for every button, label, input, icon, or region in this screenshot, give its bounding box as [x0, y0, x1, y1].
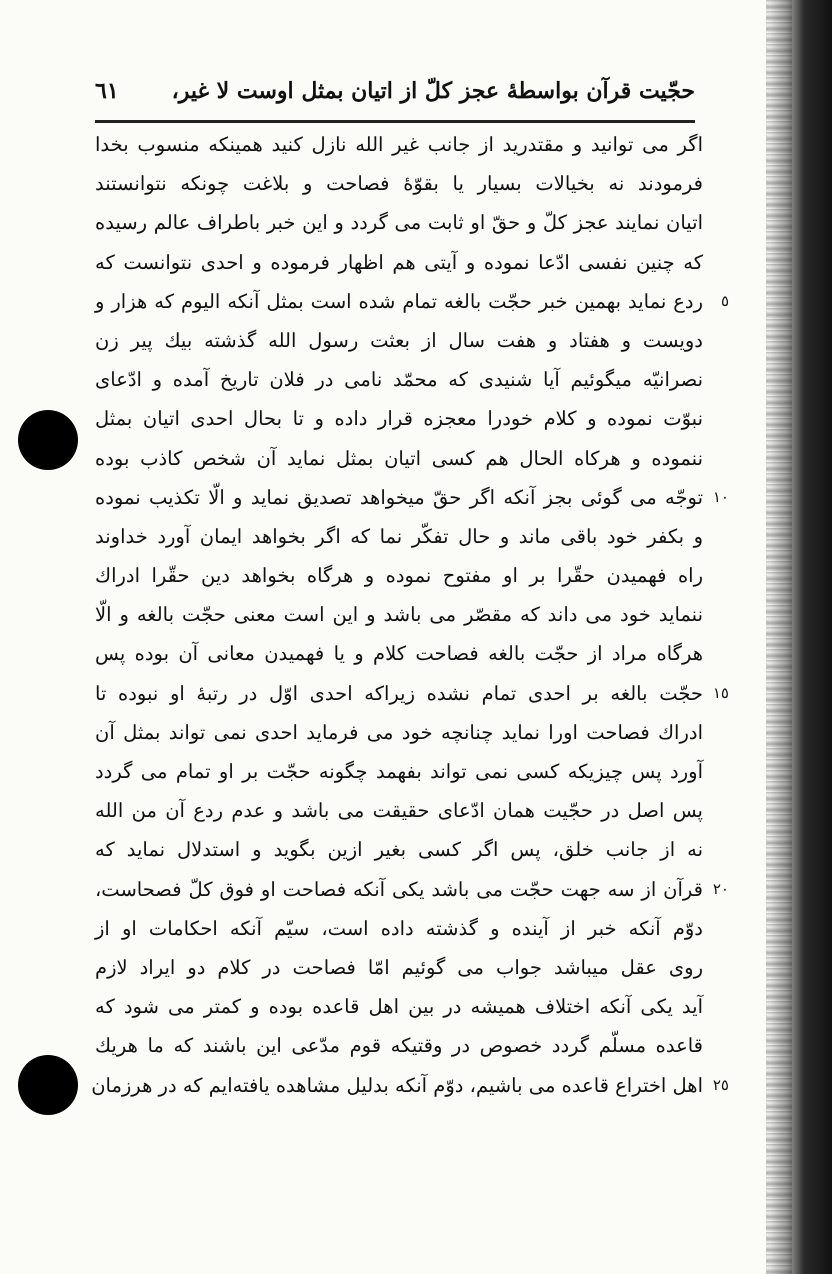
line-text: اهل اختراع قاعده می باشیم، دوّم آنکه بدلیل مشاهده یافته‌ایم که در هرزمان	[91, 1073, 703, 1097]
text-line	[95, 478, 729, 517]
text-line	[95, 791, 725, 830]
line-text: آورد پس چیزیکه کسی نمی تواند بفهمد چگونه حجّت بر او تمام می گردد	[95, 760, 703, 783]
text-line	[95, 909, 725, 948]
line-text: راه فهمیدن حقّرا بر او مفتوح نموده و هرگاه بخواهد دین حقّرا ادراك	[95, 564, 703, 588]
text-line	[95, 713, 725, 752]
line-text: که چنین نفسی ادّعا نموده و آیتی هم اظهار فرموده و احدی نتوانست که	[95, 250, 703, 274]
text-line	[95, 752, 725, 791]
text-line	[95, 203, 725, 242]
line-number: ٢٥	[712, 1075, 729, 1094]
line-text: ردع نماید بهمین خبر حجّت بالغه تمام شده است بمثل آنکه الیوم که هزار و	[95, 289, 703, 313]
line-text: نصرانیّه میگوئیم آیا شنیدی که محمّد نامی در فلان تاریخ آمده و ادّعای	[95, 368, 703, 392]
line-text: و بکفر خود باقی ماند و حال تفکّر نما که اگر بخواهد ایمان آورد خداوند	[95, 524, 703, 548]
line-number: ١٠	[712, 487, 729, 506]
header-rule	[95, 120, 695, 123]
line-text: نبوّت نموده و کلام خودرا معجزه قرار داده و تا بحال احدی اتیان بمثل	[95, 407, 703, 431]
line-text: قاعده مسلّم گردد خصوص در وقتیکه قوم مدّعی این باشند که ما هریك	[95, 1034, 703, 1058]
line-text: هرگاه مراد از حجّت بالغه فصاحت کلام و یا فهمیدن معانی آن بوده پس	[95, 642, 703, 666]
text-line	[95, 243, 725, 282]
binding-edge-speckle	[766, 0, 792, 1274]
text-line	[95, 948, 725, 987]
text-line	[91, 1066, 729, 1105]
line-text: پس اصل در حجّیت همان ادّعای حقیقت می باشد و عدم ردع آن من الله	[95, 799, 703, 823]
text-line	[95, 870, 729, 909]
line-text: ننماید خود می داند که مقصّر می باشد و این است معنی حجّت بالغه و الّا	[95, 603, 703, 627]
line-number: ٢٠	[712, 879, 729, 898]
text-line	[95, 125, 725, 164]
body-text	[91, 125, 729, 1105]
line-text: اتیان نمایند عجز کلّ و حقّ او ثابت می گردد و این خبر باطراف عالم رسیده	[95, 211, 703, 235]
line-text: اگر می توانید و مقتدرید از جانب غیر الله نازل کنید همینکه منسوب بخدا	[95, 133, 703, 156]
line-number: ٥	[720, 291, 729, 310]
line-text: ادراك فصاحت اورا نماید چنانچه خود می فرماید احدی نمی تواند بمثل آن	[95, 720, 703, 744]
text-line	[95, 1026, 725, 1065]
page-number: ٦١	[95, 78, 119, 104]
text-line	[95, 674, 729, 713]
text-line	[95, 360, 725, 399]
text-line	[95, 556, 725, 595]
header-title: حجّیت قرآن بواسطهٔ عجز کلّ از اتیان بمثل اوست لا غیر،	[171, 78, 695, 104]
line-text: ننموده و هرکاه الحال هم کسی اتیان بمثل نماید آن شخص کاذب بوده	[95, 446, 703, 470]
text-line	[95, 517, 725, 556]
text-line	[95, 321, 725, 360]
text-line	[95, 987, 725, 1026]
text-line	[95, 164, 725, 203]
line-text: دوّم آنکه خبر از آینده و گذشته داده است، سیّم آنکه احکامات او از	[95, 916, 703, 940]
text-line	[95, 634, 725, 673]
text-line	[95, 439, 725, 478]
text-line	[95, 830, 725, 869]
line-text: حجّت بالغه بر احدی تمام نشده زیراکه احدی اوّل در رتبهٔ او نبوده تا	[95, 681, 703, 705]
text-line	[95, 282, 729, 321]
running-header	[95, 70, 695, 120]
line-text: قرآن از سه جهت حجّت می باشد یکی آنکه فصاحت او فوق کلّ فصحاست،	[95, 877, 703, 901]
line-text: روی عقل میباشد جواب می گوئیم امّا فصاحت در کلام دو ایراد لازم	[95, 955, 703, 979]
punch-hole-upper	[18, 410, 78, 470]
line-text: توجّه می گوئی بجز آنکه اگر حقّ میخواهد تصدیق نماید و الّا تکذیب نموده	[95, 485, 703, 509]
line-text: دویست و هفتاد و هفت سال از بعثت رسول الله گذشته بیك پیر زن	[95, 328, 703, 352]
text-line	[95, 595, 725, 634]
text-line	[95, 399, 725, 438]
line-number: ١٥	[712, 683, 729, 702]
line-text: نه از جانب خلق، پس اگر کسی بغیر ازین بگوید و استدلال نماید که	[95, 838, 703, 862]
punch-hole-lower	[18, 1055, 78, 1115]
line-text: فرمودند نه بخیالات بسیار یا بقوّهٔ فصاحت و بلاغت چونکه نتوانستند	[95, 172, 703, 196]
line-text: آید یکی آنکه اختلاف همیشه در بین اهل قاعده بوده و کمتر می شود که	[95, 995, 703, 1019]
